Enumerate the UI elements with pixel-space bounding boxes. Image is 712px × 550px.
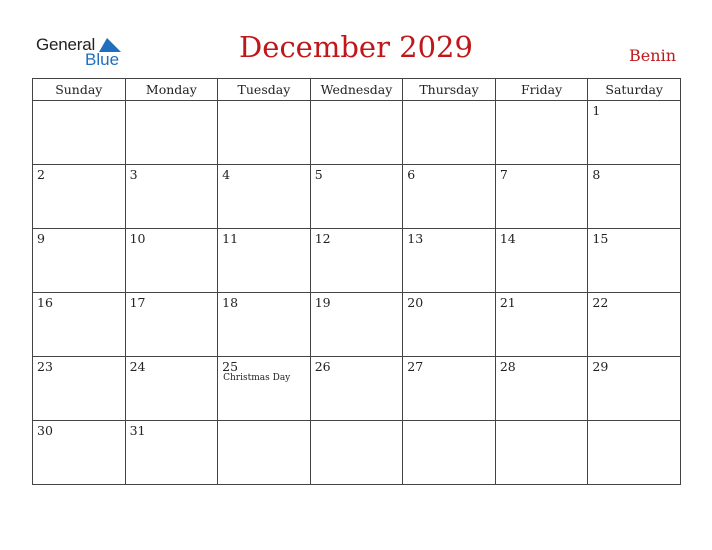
day-cell (218, 101, 311, 165)
day-cell (125, 421, 218, 485)
day-cell (588, 293, 681, 357)
day-cell (125, 357, 218, 421)
day-cell (310, 293, 403, 357)
logo-text-general: General (36, 35, 96, 54)
day-cell (33, 229, 126, 293)
day-cell (310, 229, 403, 293)
day-number: 7 (499, 167, 508, 182)
day-cell (403, 229, 496, 293)
day-cell (310, 165, 403, 229)
day-cell (588, 165, 681, 229)
day-number: 4 (222, 167, 231, 182)
day-number: 11 (222, 231, 239, 246)
day-cell (310, 101, 403, 165)
day-cell (588, 229, 681, 293)
day-cell (403, 357, 496, 421)
day-number: 8 (592, 167, 601, 182)
day-number: 10 (129, 231, 146, 246)
day-number: 14 (499, 231, 516, 246)
day-cell (125, 229, 218, 293)
day-number: 12 (314, 231, 331, 246)
day-cell (495, 293, 588, 357)
day-number: 3 (129, 167, 138, 182)
logo-text-blue: Blue (85, 50, 120, 69)
day-number: 15 (592, 231, 609, 246)
day-cell (218, 229, 311, 293)
weekday-header: Wednesday (310, 79, 403, 101)
week-row (33, 357, 681, 421)
day-number: 30 (37, 423, 53, 438)
day-number: 21 (499, 295, 516, 310)
day-cell (495, 101, 588, 165)
day-number: 5 (314, 167, 323, 182)
day-number: 2 (37, 167, 45, 182)
week-row (33, 421, 681, 485)
day-cell (403, 101, 496, 165)
day-number: 1 (592, 103, 601, 118)
day-cell (33, 421, 126, 485)
day-cell (218, 421, 311, 485)
weekday-header: Saturday (588, 79, 681, 101)
day-cell (33, 357, 126, 421)
day-number: 13 (407, 231, 424, 246)
day-number: 31 (129, 423, 146, 438)
week-row (33, 165, 681, 229)
day-number: 24 (129, 359, 146, 374)
day-cell (33, 293, 126, 357)
country-name: Benin (629, 46, 676, 65)
day-cell (125, 165, 218, 229)
day-number: 27 (407, 359, 424, 374)
weekday-header-row (33, 79, 681, 101)
day-cell (495, 421, 588, 485)
day-cell (403, 293, 496, 357)
day-number: 26 (314, 359, 331, 374)
day-cell (310, 357, 403, 421)
day-cell (218, 165, 311, 229)
day-number: 29 (592, 359, 609, 374)
weekday-header: Sunday (33, 79, 126, 101)
day-number: 19 (314, 295, 331, 310)
day-cell (495, 229, 588, 293)
day-cell (588, 101, 681, 165)
week-row (33, 101, 681, 165)
week-row (33, 229, 681, 293)
day-cell (218, 293, 311, 357)
day-cell (495, 165, 588, 229)
week-row (33, 293, 681, 357)
day-cell (310, 421, 403, 485)
calendar-title: December 2029 (239, 30, 473, 64)
day-number: 9 (37, 231, 45, 246)
weekday-header: Thursday (403, 79, 496, 101)
day-cell (403, 165, 496, 229)
day-cell (33, 101, 126, 165)
weekday-header: Tuesday (218, 79, 311, 101)
day-number: 17 (129, 295, 146, 310)
day-cell (588, 357, 681, 421)
day-number: 25 (222, 359, 239, 374)
day-cell (588, 421, 681, 485)
day-cell (495, 357, 588, 421)
day-cell (403, 421, 496, 485)
day-number: 16 (37, 295, 53, 310)
day-cell (125, 293, 218, 357)
day-number: 23 (37, 359, 53, 374)
calendar-grid (32, 78, 681, 485)
day-number: 20 (407, 295, 424, 310)
day-number: 18 (222, 295, 239, 310)
day-cell (218, 357, 311, 421)
weekday-header: Friday (495, 79, 588, 101)
weekday-header: Monday (125, 79, 218, 101)
day-number: 6 (407, 167, 416, 182)
holiday-label: Christmas Day (223, 373, 291, 383)
day-cell (125, 101, 218, 165)
day-cell (33, 165, 126, 229)
day-number: 28 (499, 359, 516, 374)
day-number: 22 (592, 295, 609, 310)
